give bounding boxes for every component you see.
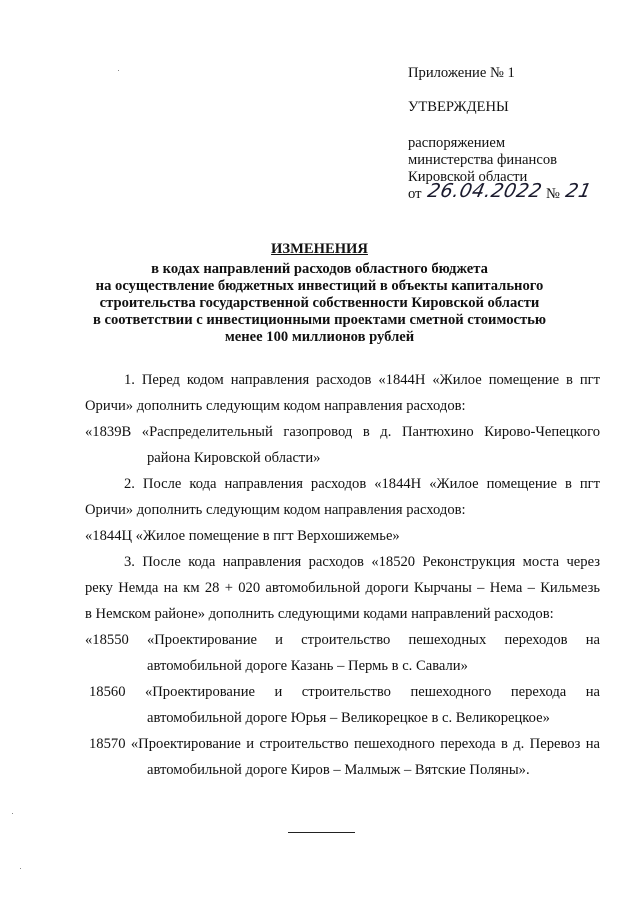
paragraph-1-line-1: 1. Перед кодом направления расходов «1844Н «Жилое помещение в пгт	[124, 372, 600, 388]
approval-from-label: от	[408, 186, 422, 202]
paragraph-2-item: «1844Ц «Жилое помещение в пгт Верхошижемье»	[85, 528, 400, 544]
scan-speck	[20, 868, 21, 869]
approval-line-3: Кировской области	[408, 169, 528, 185]
code-item-18570-line-2: автомобильной дороге Киров – Малмыж – Вятские Поляны».	[147, 762, 530, 778]
approved-label: УТВЕРЖДЕНЫ	[408, 99, 509, 115]
code-item-18570-line-1: 18570 «Проектирование и строительство пешеходного перехода в д. Перевоз на	[89, 736, 600, 752]
title-line-5: менее 100 миллионов рублей	[224, 329, 415, 345]
approval-number-label: №	[546, 186, 560, 202]
approval-line-1: распоряжением	[408, 135, 506, 151]
handwritten-date: 26.04.2022	[425, 180, 545, 202]
paragraph-2-line-2: Оричи» дополнить следующим кодом направления расходов:	[85, 502, 466, 518]
scan-speck	[12, 813, 13, 814]
appendix-label: Приложение № 1	[408, 65, 515, 81]
handwritten-number: 21	[563, 180, 594, 202]
title-line-2: на осуществление бюджетных инвестиций в объекты капитального	[95, 278, 544, 294]
closing-separator	[288, 832, 355, 833]
code-item-18560-line-2: автомобильной дороге Юрья – Великорецкое в с. Великорецкое»	[147, 710, 550, 726]
scan-speck	[118, 70, 119, 71]
title-line-1: в кодах направлений расходов областного бюджета	[151, 261, 488, 277]
document-title: ИЗМЕНЕНИЯ	[271, 241, 368, 257]
approval-line-2: министерства финансов	[408, 152, 558, 168]
title-line-3: строительства государственной собственности Кировской области	[99, 295, 540, 311]
code-item-18560-line-1: 18560 «Проектирование и строительство пешеходного перехода на	[89, 684, 600, 700]
paragraph-1-item-line-2: района Кировской области»	[147, 450, 321, 466]
code-item-18550-line-1: «18550 «Проектирование и строительство пешеходных переходов на	[85, 632, 600, 648]
paragraph-3-line-2: реку Немда на км 28 + 020 автомобильной дороги Кырчаны – Нема – Кильмезь	[85, 580, 600, 596]
paragraph-1-item-line-1: «1839В «Распределительный газопровод в д. Пантюхино Кирово-Чепецкого	[85, 424, 600, 440]
paragraph-1-line-2: Оричи» дополнить следующим кодом направления расходов:	[85, 398, 466, 414]
paragraph-3-line-1: 3. После кода направления расходов «18520 Реконструкция моста через	[124, 554, 600, 570]
code-item-18550-line-2: автомобильной дороге Казань – Пермь в с. Савали»	[147, 658, 468, 674]
paragraph-3-line-3: в Немском районе» дополнить следующими кодами направлений расходов:	[85, 606, 554, 622]
title-line-4: в соответствии с инвестиционными проектами сметной стоимостью	[92, 312, 547, 328]
paragraph-2-line-1: 2. После кода направления расходов «1844Н «Жилое помещение в пгт	[124, 476, 600, 492]
